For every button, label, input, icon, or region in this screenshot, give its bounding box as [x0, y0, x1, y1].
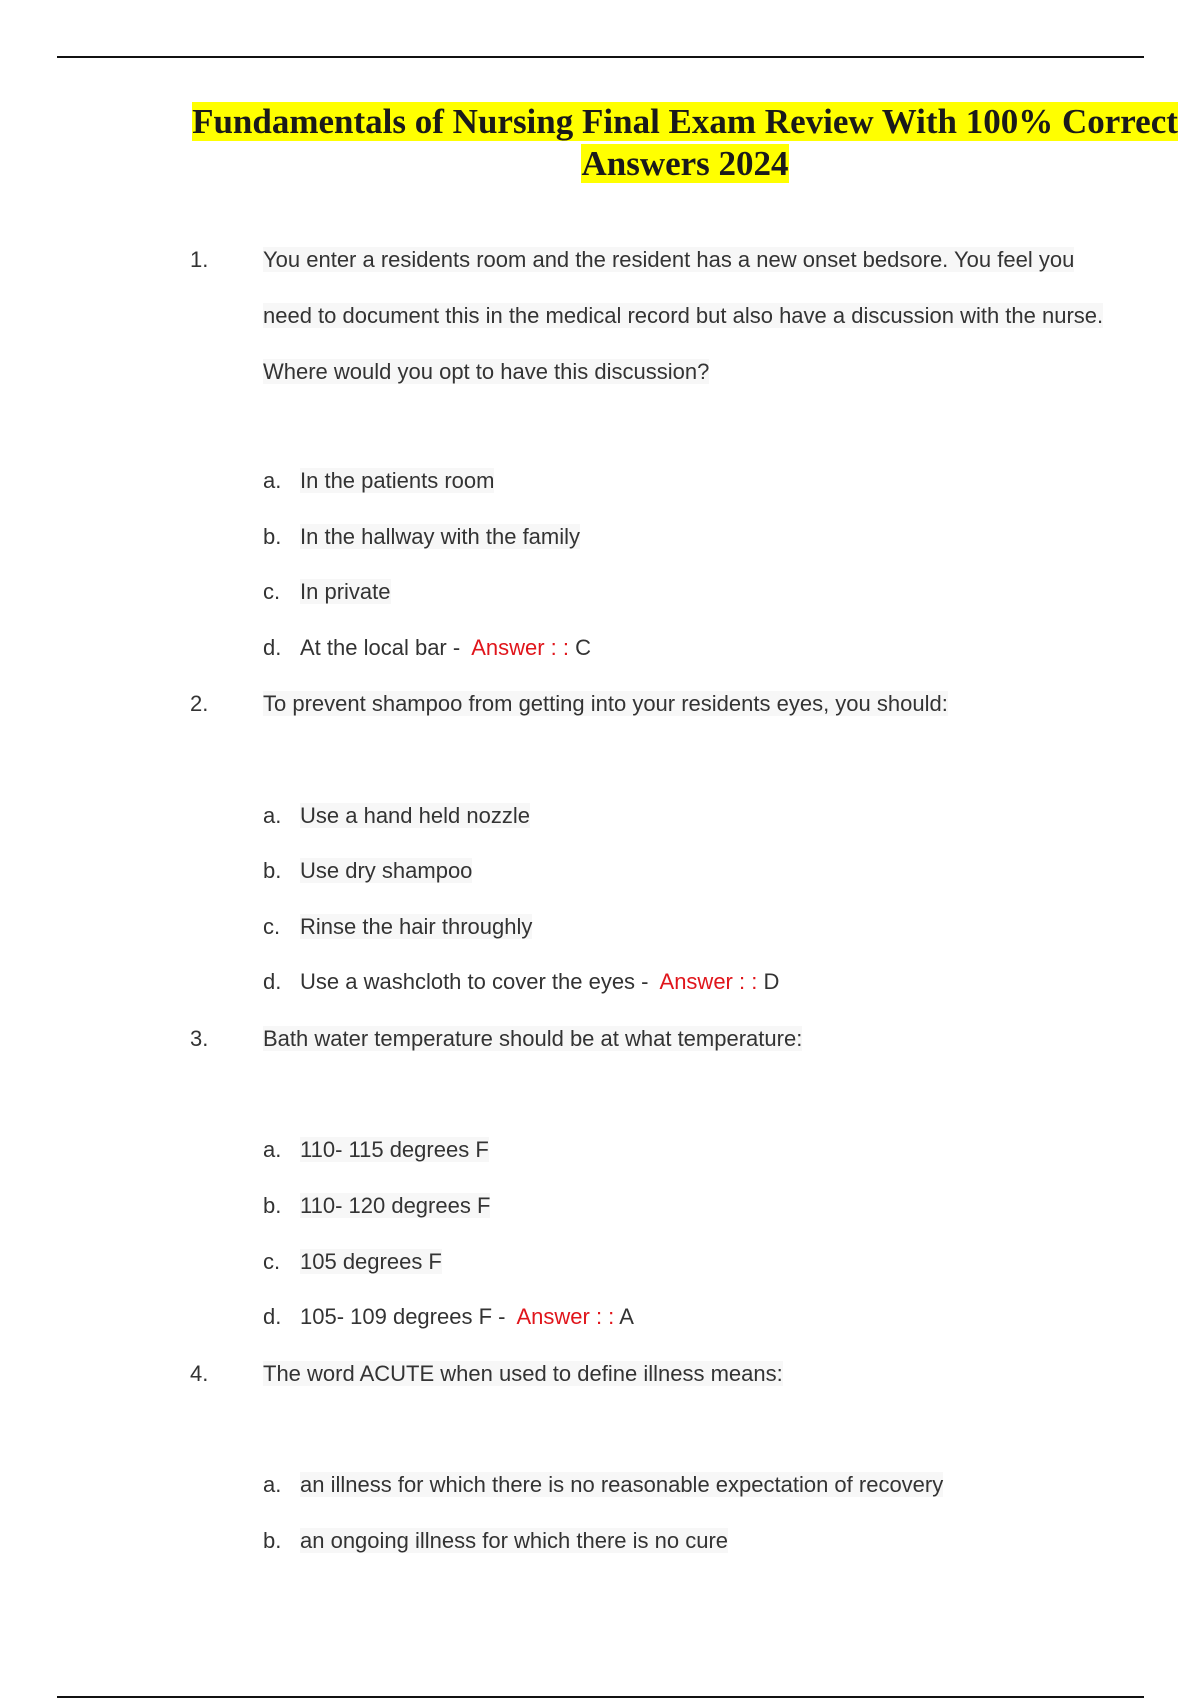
option-d — [263, 635, 591, 661]
option-text: 105 degrees F — [300, 1249, 442, 1274]
option-d — [263, 1304, 634, 1330]
option-letter: c. — [263, 914, 281, 939]
option-letter: b. — [263, 858, 282, 883]
answer-label: Answer : : — [471, 635, 570, 660]
option-a — [263, 1137, 489, 1163]
option-a — [263, 1472, 943, 1498]
option-d — [263, 969, 779, 995]
option-c — [263, 914, 532, 940]
option-letter: a. — [263, 1472, 282, 1497]
option-letter: a. — [263, 803, 282, 828]
option-text: an illness for which there is no reasonable expectation of recovery — [300, 1472, 944, 1497]
option-letter: b. — [263, 524, 282, 549]
option-letter: b. — [263, 1528, 282, 1553]
option-b — [263, 524, 580, 550]
document-title — [0, 101, 1200, 185]
question-text — [263, 1346, 783, 1402]
answer-label: Answer : : — [659, 969, 758, 994]
option-text: 110- 120 degrees F — [300, 1193, 491, 1218]
question-text — [263, 1011, 802, 1067]
question-text — [263, 232, 1103, 400]
option-text: At the local bar - — [300, 635, 461, 660]
answer-label: Answer : : — [516, 1304, 615, 1329]
option-a — [263, 803, 530, 829]
question-text-line: Where would you opt to have this discussion? — [263, 359, 710, 384]
option-letter: c. — [263, 1249, 281, 1274]
option-letter: d. — [263, 1304, 282, 1329]
option-text: In private — [300, 579, 391, 604]
option-text: 105- 109 degrees F - — [300, 1304, 506, 1329]
option-letter: a. — [263, 1137, 282, 1162]
question-text-line: need to document this in the medical record but also have a discussion with the nurse. — [263, 303, 1104, 328]
answer-value: D — [763, 969, 780, 994]
option-letter: a. — [263, 468, 282, 493]
question-text-line: Bath water temperature should be at what temperature: — [263, 1026, 803, 1051]
option-b — [263, 1193, 490, 1219]
title-line-2: Answers 2024 — [581, 144, 789, 183]
option-b — [263, 858, 472, 884]
option-text: Rinse the hair throughly — [300, 914, 533, 939]
answer-value: C — [575, 635, 592, 660]
question-number: 4. — [190, 1361, 209, 1386]
option-letter: c. — [263, 579, 281, 604]
option-letter: d. — [263, 635, 282, 660]
answer-value: A — [619, 1304, 634, 1329]
question-number: 2. — [190, 691, 209, 716]
option-c — [263, 1249, 442, 1275]
question-text — [263, 676, 948, 732]
question-number: 3. — [190, 1026, 209, 1051]
option-letter: d. — [263, 969, 282, 994]
option-text: 110- 115 degrees F — [300, 1137, 489, 1162]
bottom-rule — [57, 1696, 1144, 1698]
option-b — [263, 1528, 728, 1554]
option-a — [263, 468, 494, 494]
option-text: In the hallway with the family — [300, 524, 581, 549]
question-text-line: You enter a residents room and the resident has a new onset bedsore. You feel you — [263, 247, 1075, 272]
option-text: In the patients room — [300, 468, 495, 493]
option-letter: b. — [263, 1193, 282, 1218]
question-text-line: The word ACUTE when used to define illness means: — [263, 1361, 783, 1386]
option-text: Use a washcloth to cover the eyes - — [300, 969, 649, 994]
question-number: 1. — [190, 247, 209, 272]
top-rule — [57, 56, 1144, 58]
option-text: Use a hand held nozzle — [300, 803, 530, 828]
option-text: an ongoing illness for which there is no cure — [300, 1528, 729, 1553]
question-text-line: To prevent shampoo from getting into your residents eyes, you should: — [263, 691, 948, 716]
option-c — [263, 579, 391, 605]
title-line-1: Fundamentals of Nursing Final Exam Review With 100% Correct — [192, 102, 1178, 141]
option-text: Use dry shampoo — [300, 858, 473, 883]
